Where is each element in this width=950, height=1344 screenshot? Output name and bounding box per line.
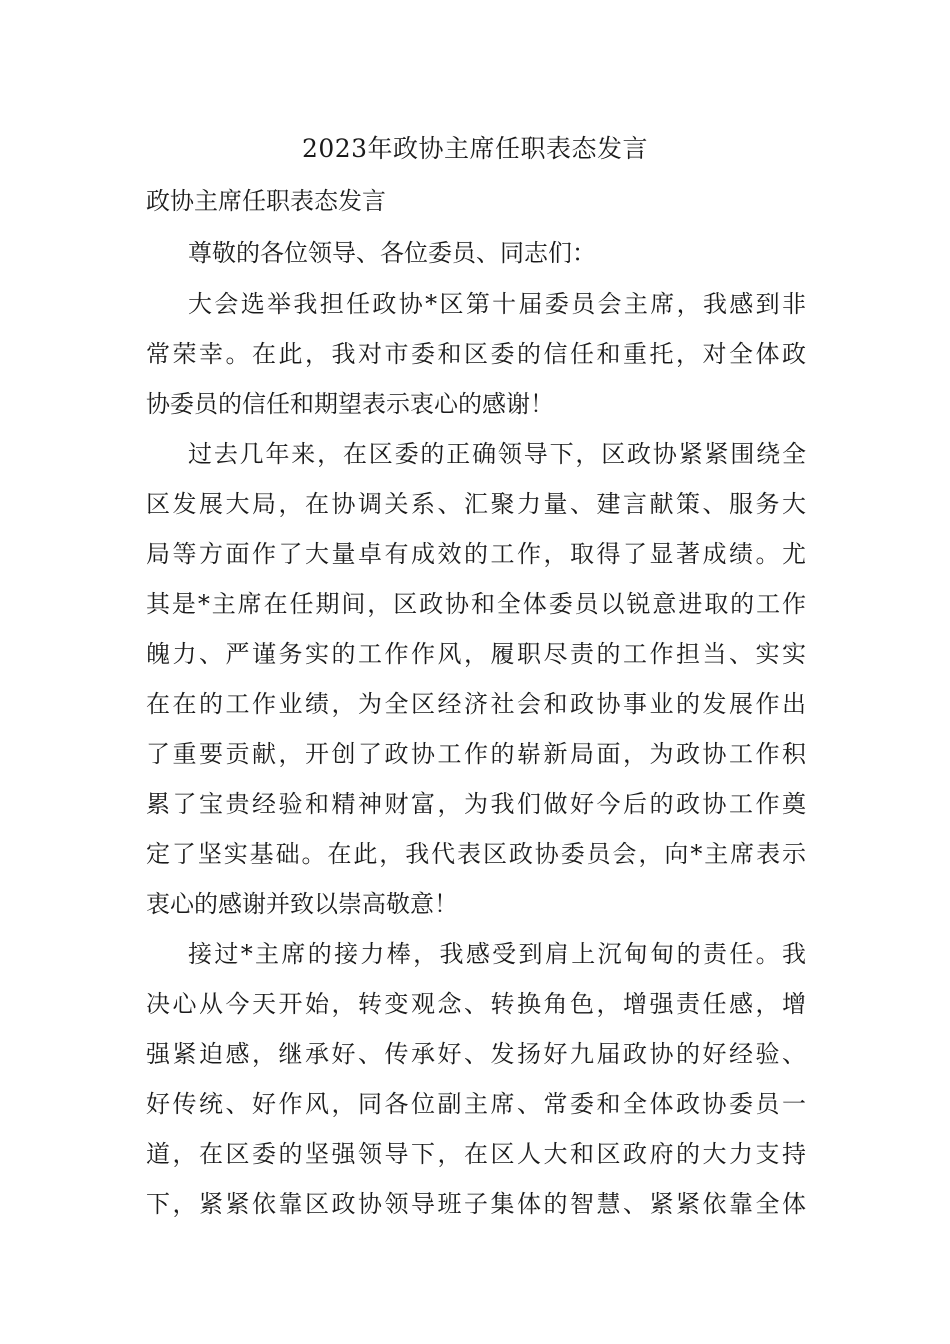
- text-line: 好传统、好作风，同各位副主席、常委和全体政协委员一: [146, 1090, 806, 1118]
- text-line: 定了坚实基础。在此，我代表区政协委员会，向*主席表示: [146, 840, 806, 868]
- text-line: 常荣幸。在此，我对市委和区委的信任和重托，对全体政: [146, 340, 806, 368]
- text-line: 道，在区委的坚强领导下，在区人大和区政府的大力支持: [146, 1140, 806, 1168]
- text-line: 强紧迫感，继承好、传承好、发扬好九届政协的好经验、: [146, 1040, 806, 1068]
- text-line: 累了宝贵经验和精神财富，为我们做好今后的政协工作奠: [146, 790, 806, 818]
- text-line: 过去几年来，在区委的正确领导下，区政协紧紧围绕全: [188, 440, 806, 468]
- text-line: 魄力、严谨务实的工作作风，履职尽责的工作担当、实实: [146, 640, 806, 668]
- text-line: 协委员的信任和期望表示衷心的感谢！: [146, 390, 554, 418]
- text-line: 下，紧紧依靠区政协领导班子集体的智慧、紧紧依靠全体: [146, 1190, 806, 1218]
- text-line: 大会选举我担任政协*区第十届委员会主席，我感到非: [188, 290, 806, 318]
- text-line: 区发展大局，在协调关系、汇聚力量、建言献策、服务大: [146, 490, 806, 518]
- text-line: 局等方面作了大量卓有成效的工作，取得了显著成绩。尤: [146, 540, 806, 568]
- text-line: 衷心的感谢并致以崇高敬意！: [146, 890, 458, 918]
- text-line: 接过*主席的接力棒，我感受到肩上沉甸甸的责任。我: [188, 940, 806, 968]
- text-line: 其是*主席在任期间，区政协和全体委员以锐意进取的工作: [146, 590, 806, 618]
- document-subtitle: 政协主席任职表态发言: [146, 187, 386, 215]
- salutation-line: 尊敬的各位领导、各位委员、同志们：: [188, 239, 596, 267]
- text-line: 在在的工作业绩，为全区经济社会和政协事业的发展作出: [146, 690, 806, 718]
- text-line: 了重要贡献，开创了政协工作的崭新局面，为政协工作积: [146, 740, 806, 768]
- document-title: 2023年政协主席任职表态发言: [301, 134, 649, 163]
- text-line: 决心从今天开始，转变观念、转换角色，增强责任感，增: [146, 990, 806, 1018]
